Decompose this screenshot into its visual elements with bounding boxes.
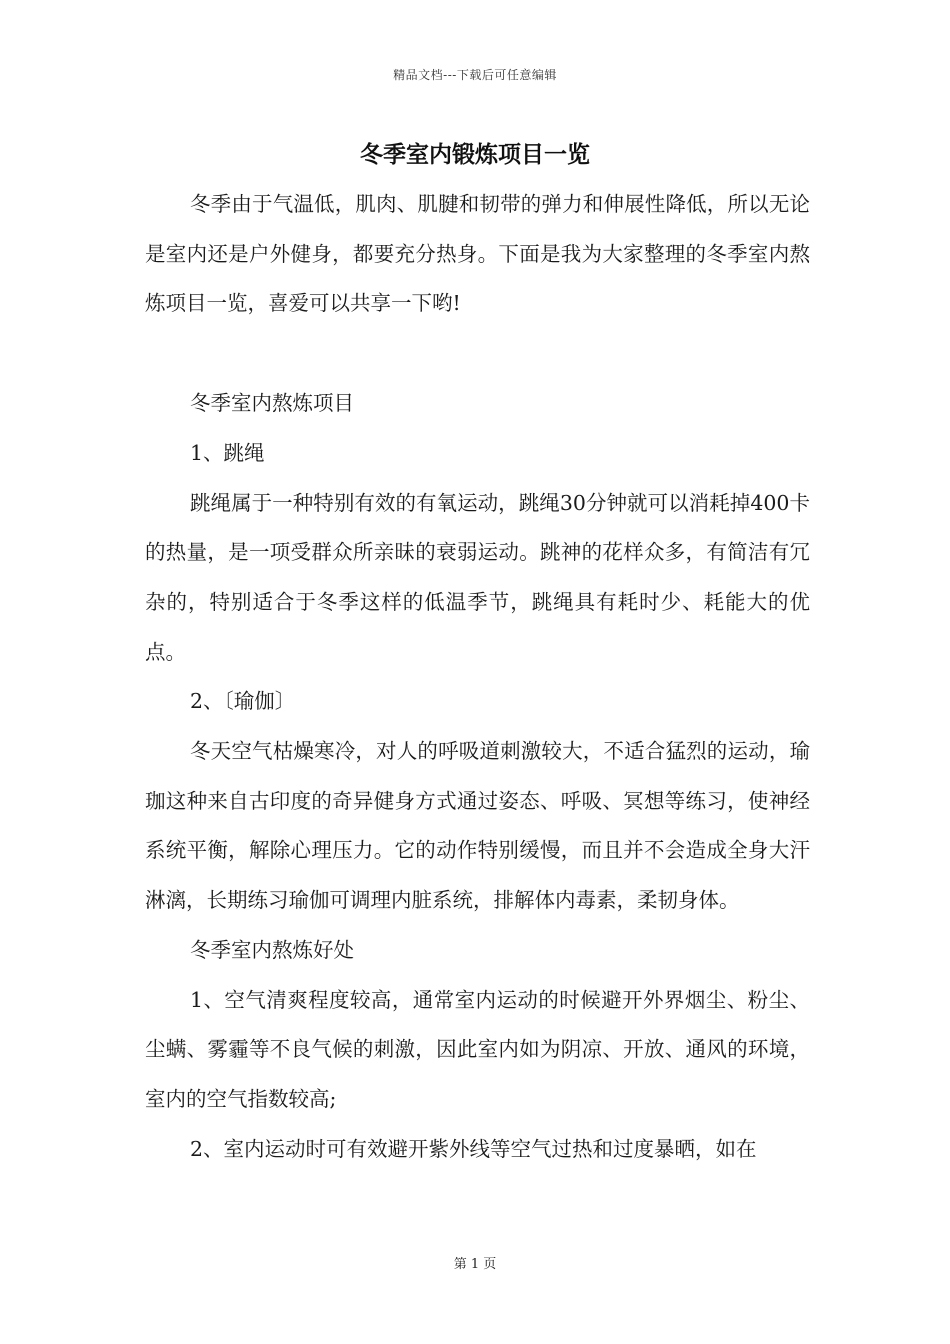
page-header: 精品文档---下载后可任意编辑: [393, 68, 557, 82]
item-text-yoga: 冬天空气枯燥寒冷，对人的呼吸道刺激较大，不适合猛烈的运动，瑜珈这种来自古印度的奇异健身方式通过姿态、呼吸、冥想等练习，使神经系统平衡，解除心理压力。它的动作特别缓慢，而且并不会造成全身大汗淋漓，长期练习瑜伽可调理内脏系统，排解体内毒素，柔韧身体。: [145, 739, 810, 913]
section-heading-benefits: 冬季室内熬炼好处: [190, 937, 354, 962]
item-text-jump-rope: 跳绳属于一种特别有效的有氧运动，跳绳30分钟就可以消耗掉400卡的热量，是一项受群众所亲昧的衰弱运动。跳神的花样众多，有简洁有冗杂的，特别适合于冬季这样的低温季节，跳绳具有耗时少、耗能大的优点。: [145, 490, 810, 664]
document-title: 冬季室内锻炼项目一览: [360, 141, 590, 168]
benefit-point-1: 1、空气清爽程度较高，通常室内运动的时候避开外界烟尘、粉尘、尘螨、雾霾等不良气候的刺激，因此室内如为阴凉、开放、通风的环境，室内的空气指数较高;: [145, 987, 810, 1111]
item-heading-jump-rope: 1、跳绳: [190, 440, 265, 465]
paragraph-spacer: [145, 329, 810, 379]
document-body: [145, 180, 810, 1174]
benefit-point-2: 2、室内运动时可有效避开紫外线等空气过热和过度暴晒，如在: [190, 1136, 757, 1161]
page-number: 第 1 页: [453, 1257, 497, 1272]
section-heading-projects: 冬季室内熬炼项目: [190, 391, 354, 416]
item-heading-yoga: 2、〔瑜伽〕: [190, 689, 296, 714]
intro-paragraph: 冬季由于气温低，肌肉、肌腱和韧带的弹力和伸展性降低，所以无论是室内还是户外健身，都要充分热身。下面是我为大家整理的冬季室内熬炼项目一览，喜爱可以共享一下哟!: [145, 192, 810, 316]
